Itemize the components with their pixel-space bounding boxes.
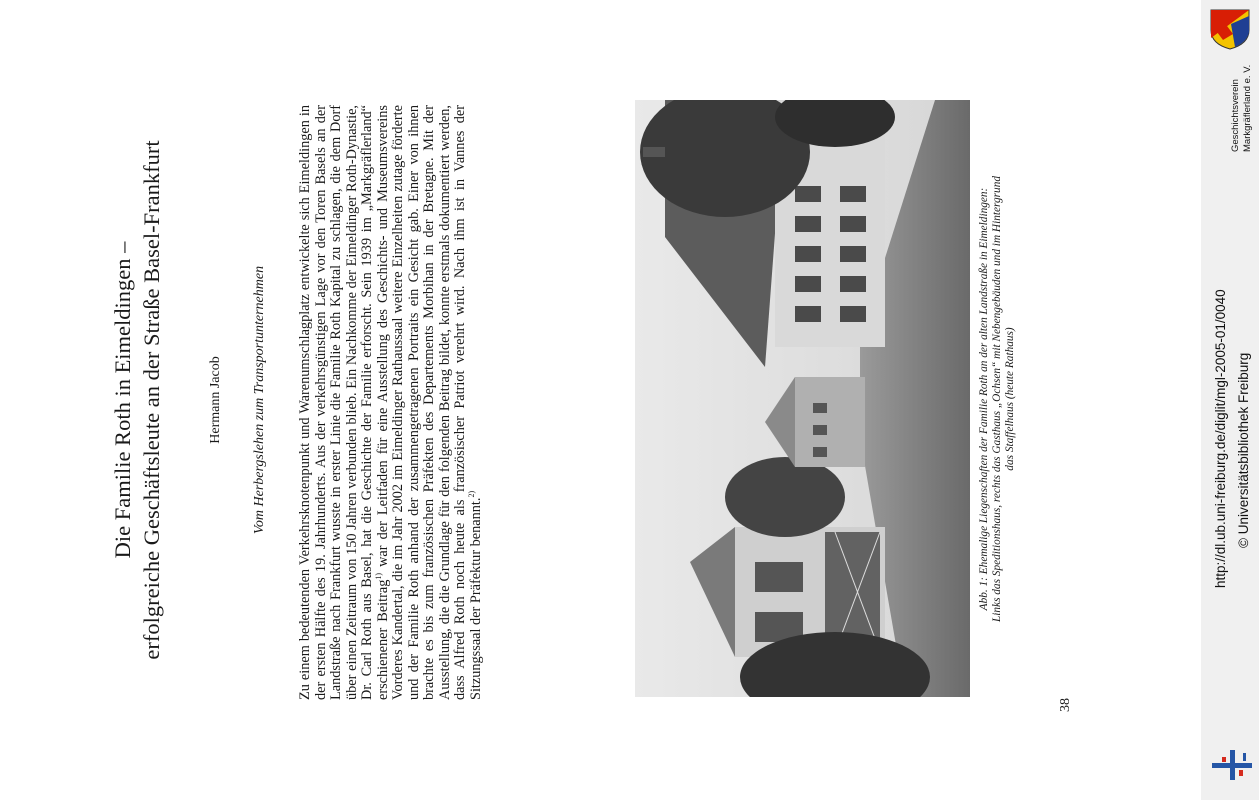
caption-line-2: Links das Speditionshaus, rechts das Gasthaus „Ochsen“ mit Nebengebäuden und im Hintergrund (991, 176, 1004, 623)
university-library-logo-icon (1210, 748, 1254, 782)
society-name-line-2: Markgräflerland e. V. (1242, 64, 1253, 152)
copyright-notice: © Universitätsbibliothek Freiburg (1236, 352, 1251, 548)
body-text-part-1: Zu einem bedeutenden Verkehrsknotenpunkt und Warenumschlagplatz entwickelte sich Eimeldingen in der ersten Hälfte des 19. Jahrhunderts. Aus der verkehrsgünstigen Lage vor den Toren Basels an der Landstraße nach Frankfurt wusste in erster Linie die Familie Roth Kapital zu schlagen, die dem Dorf über einen Zeitraum von 150 Jahren verbunden blieb. Ein Nachkomme der Eimeldinger Roth-Dynastie, Dr. Carl Roth aus Basel, hat die Geschichte der Familie erforscht. Sein 1939 im „Markgräflerland“ erschienener Beitrag (297, 105, 391, 700)
photo-caption (978, 94, 1018, 704)
title-line-2: erfolgreiche Geschäftsleute an der Straße Basel-Frankfurt (139, 140, 164, 660)
caption-line-1: Abb. 1: Ehemalige Liegenschaften der Familie Roth an der alten Landstraße in Eimeldingen: (978, 187, 990, 611)
title-line-1: Die Familie Roth in Eimeldingen – (110, 241, 135, 559)
section-subtitle: Vom Herbergslehen zum Transportunternehmen (252, 265, 267, 535)
page-number: 38 (1058, 698, 1073, 712)
source-url-link[interactable]: http://dl.ub.uni-freiburg.de/diglit/mgl-2005-01/0040 (1213, 289, 1228, 588)
article-title (108, 60, 166, 740)
body-text (298, 105, 485, 700)
society-crest-icon (1207, 8, 1253, 50)
body-text-part-2: war der Leitfaden für eine Ausstellung des Geschichts- und Museumsvereins Vorderes Kandertal, die im Jahr 2002 im Eimeldinger Rathaussaal weitere Einzelheiten zutage förderte und der Familie Roth anhand der zusammengetragenen Portraits ein Gesicht gab. Einer von ihnen brachte es bis zum französischen Präfekten des Departements Morbihan in der Bretagne. Mit der Ausstellung, die die Grundlage für den folgenden Beitrag bildet, konnte erstmals dokumentiert werden, dass Alfred Roth noch heute als französischer Patriot verehrt wird. Nach ihm ist in Vannes der Sitzungssaal der Präfektur benannt. (374, 105, 485, 700)
footnote-marker-2: 2) (467, 490, 477, 498)
historic-photo (635, 100, 970, 697)
author-name: Hermann Jacob (208, 356, 223, 444)
footnote-marker-1: 1) (373, 572, 383, 580)
caption-line-3: das Staffelhaus (heute Rathaus) (1004, 327, 1017, 471)
society-name-line-1: Geschichtsverein (1230, 79, 1241, 152)
